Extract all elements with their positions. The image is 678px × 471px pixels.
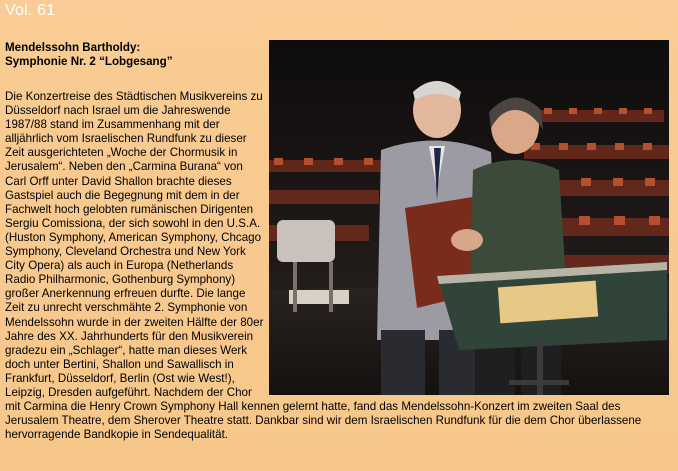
article-text: Die Konzertreise des Städtischen Musikvereins zu Düsseldorf nach Israel um die Jahreswende 1987/88 stand im Zusammenhang mit der alljährlich vom Israelischen Rundfunk zu dieser Zeit ausgerichteten „Woche der Chormusik in Jerusalem“. Neben den „Carmina Burana“ von Carl Orff unter David Shallon brachte dieses Gastspiel auch die Begegnung mit dem in der Fachwelt hoch gelobten rumänischen Dirigenten Sergiu Comissiona, der sich sowohl in den U.S.A. (Huston Symphony, American Symphony, Chcago Symphony, Cleveland Orchestra und New York City Opera) als auch in Europa (Netherlands Radio Philharmonic, Gothenburg Symphony) großer Anerkennung erfreuen durfte. Die lange Zeit zu unrecht verschmähte 2. Symphonie von Mendelssohn wurde in der zweiten Hälfte der 80er Jahre des XX. Jahrhunderts für den Musikverein gradezu ein „Schlager“, hatte man dieses Werk doch unter Bertini, Shallon und Sawallisch in Frankfurt, Düsseldorf, Berlin (Ost wie West!), Leipzig, Dresden aufgeführt. Nachdem der Chor mit Carmina die Henry Crown Symphony Hall kennen gelernt hatte, fand das Mendelssohn-Konzert im zweiten Saal des Jerusalem Theatre, dem Sherover Theatre statt. Dankbar sind wir dem Israelischen Rundfunk für die dem Chor überlassene hervorragende Bandkopie in Sendequalität.: [5, 90, 642, 442]
volume-heading: Vol. 61: [5, 2, 56, 19]
symphony-title: Symphonie Nr. 2 “Lobgesang”: [5, 55, 173, 68]
composer-name: Mendelssohn Bartholdy:: [5, 41, 141, 54]
piece-title-block: [5, 41, 265, 69]
article-body: [5, 90, 675, 442]
concert-hall-photo-icon: [269, 40, 669, 395]
concert-photo: [269, 40, 669, 395]
